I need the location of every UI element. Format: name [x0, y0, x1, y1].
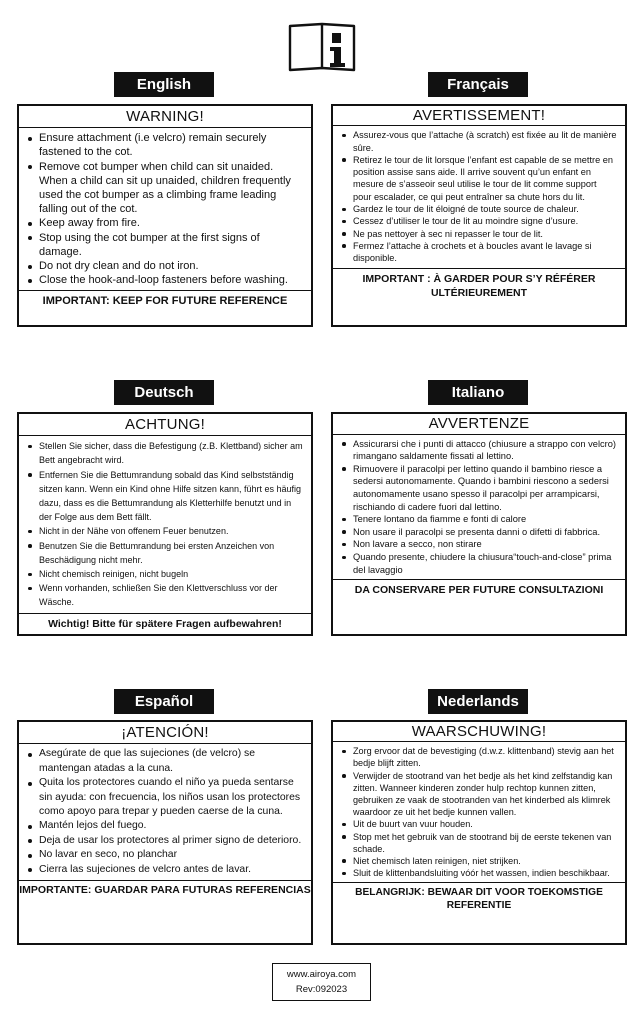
list-item: Deja de usar los protectores al primer signo de deterioro.: [27, 834, 303, 848]
list-item: Sluit de klittenbandsluiting vóór het wassen, indien beschikbaar.: [341, 867, 617, 879]
warning-list: [341, 129, 617, 264]
list-item: Uit de buurt van vuur houden.: [341, 818, 617, 830]
list-item: Mantén lejos del fuego.: [27, 819, 303, 833]
list-item: Entfernen Sie die Bettumrandung sobald das Kind selbstständig sitzen kann. Wenn ein Kind ohne Hilfe sitzen kann, führt es häufig dazu, dass es die Bettumrandung als Kletterhilfe benutzt und in der Folge aus dem Bett fällt.: [27, 468, 303, 525]
list-item: Zorg ervoor dat de bevestiging (d.w.z. klittenband) stevig aan het bedje blijft zitten.: [341, 745, 617, 769]
website-url: www.airoya.com: [286, 969, 357, 980]
warning-panel-nederlands: [331, 720, 627, 945]
panel-title: WAARSCHUWING!: [333, 726, 625, 742]
warning-list: [341, 745, 617, 879]
list-item: Retirez le tour de lit lorsque l’enfant est capable de se mettre en position assise sans aide. Il arrive souvent qu’un enfant en mesure de s’asseoir seul utilise le tour de lit comme support pour escalader, ce qui peut entraîner sa chute hors du lit.: [341, 154, 617, 203]
list-item: Cierra las sujeciones de velcro antes de lavar.: [27, 863, 303, 877]
revision-code: Rev:092023: [295, 984, 348, 995]
panel-title: ACHTUNG!: [19, 418, 311, 436]
list-item: Rimuovere il paracolpi per lettino quando il bambino riesce a sedersi autonomamente. Quando i bambini riescono a sedersi autonomamente usano spesso il paracolpi per arrampicarsi, rischiando di cadere fuori dal lettino.: [341, 463, 617, 513]
language-tab-english: English: [114, 72, 214, 97]
read-instructions-icon: [286, 16, 358, 74]
panel-footer-important: IMPORTANT : À GARDER POUR S’Y RÉFÉRER ULTÉRIEUREMENT: [333, 268, 625, 300]
panel-footer-important: DA CONSERVARE PER FUTURE CONSULTAZIONI: [333, 579, 625, 597]
list-item: Assicurarsi che i punti di attacco (chiusure a strappo con velcro) rimangano saldamente fissati al lettino.: [341, 438, 617, 463]
warning-panel-deutsch: [17, 412, 313, 636]
language-tab-nederlands: Nederlands: [428, 689, 528, 714]
list-item: Asegúrate de que las sujeciones (de velcro) se mantengan atadas a la cuna.: [27, 747, 303, 776]
panel-footer-important: BELANGRIJK: BEWAAR DIT VOOR TOEKOMSTIGE REFERENTIE: [333, 882, 625, 912]
list-item: Cessez d’utiliser le tour de lit au moindre signe d’usure.: [341, 215, 617, 227]
list-item: Quita los protectores cuando el niño ya pueda sentarse sin ayuda: con frecuencia, los niños usan los protectores como apoyo para trepar y pueden caerse de la cuna.: [27, 776, 303, 819]
language-tab-francais: Français: [428, 72, 528, 97]
warning-list: [341, 438, 617, 577]
list-item: Non lavare a secco, non stirare: [341, 538, 617, 551]
language-tab-deutsch: Deutsch: [114, 380, 214, 405]
panel-footer-important: Wichtig! Bitte für spätere Fragen aufbewahren!: [19, 613, 311, 631]
list-item: Ne pas nettoyer à sec ni repasser le tour de lit.: [341, 228, 617, 240]
list-item: Stellen Sie sicher, dass die Befestigung (z.B. Klettband) sicher am Bett angebracht wird.: [27, 439, 303, 467]
list-item: Remove cot bumper when child can sit unaided. When a child can sit up unaided, children frequently used the cot bumper as a climbing frame leading falling out of the cot.: [27, 160, 303, 217]
panel-footer-important: IMPORTANTE: GUARDAR PARA FUTURAS REFERENCIAS: [19, 880, 311, 897]
list-item: Verwijder de stootrand van het bedje als het kind zelfstandig kan zitten. Wanneer kinderen zonder hulp rechtop kunnen zitten, gebruiken ze vaak de stootranden van het kinderbed als klimrek waardoor ze uit het bedje kunnen vallen.: [341, 770, 617, 819]
list-item: Stop met het gebruik van de stootrand bij de eerste tekenen van schade.: [341, 831, 617, 855]
list-item: Fermez l’attache à crochets et à boucles avant le lavage si disponible.: [341, 240, 617, 265]
list-item: Tenere lontano da fiamme e fonti di calore: [341, 513, 617, 526]
list-item: Stop using the cot bumper at the first signs of damage.: [27, 231, 303, 259]
warning-panel-english: [17, 104, 313, 327]
list-item: Nicht in der Nähe von offenem Feuer benutzen.: [27, 524, 303, 538]
list-item: Assurez-vous que l’attache (à scratch) est fixée au lit de manière sûre.: [341, 129, 617, 154]
list-item: No lavar en seco, no planchar: [27, 848, 303, 862]
list-item: Ensure attachment (i.e velcro) remain securely fastened to the cot.: [27, 131, 303, 159]
warning-list: [27, 439, 303, 609]
list-item: Non usare il paracolpi se presenta danni o difetti di fabbrica.: [341, 526, 617, 539]
list-item: Gardez le tour de lit éloigné de toute source de chaleur.: [341, 203, 617, 215]
list-item: Benutzen Sie die Bettumrandung bei ersten Anzeichen von Beschädigung nicht mehr.: [27, 539, 303, 567]
list-item: Wenn vorhanden, schließen Sie den Klettverschluss vor der Wäsche.: [27, 581, 303, 609]
panel-title: AVVERTENZE: [333, 418, 625, 435]
panel-title: ¡ATENCIÓN!: [19, 726, 311, 744]
list-item: Niet chemisch laten reinigen, niet strijken.: [341, 855, 617, 867]
panel-title: WARNING!: [19, 110, 311, 128]
panel-title: AVERTISSEMENT!: [333, 110, 625, 126]
list-item: Quando presente, chiudere la chiusura“touch-and-close” prima del lavaggio: [341, 551, 617, 576]
list-item: Keep away from fire.: [27, 216, 303, 230]
list-item: Do not dry clean and do not iron.: [27, 259, 303, 273]
list-item: Nicht chemisch reinigen, nicht bugeln: [27, 567, 303, 581]
warning-panel-francais: [331, 104, 627, 327]
warning-panel-espanol: [17, 720, 313, 945]
list-item: Close the hook-and-loop fasteners before washing.: [27, 273, 303, 287]
website-revision-box: [272, 963, 371, 1001]
warning-panel-italiano: [331, 412, 627, 636]
language-tab-italiano: Italiano: [428, 380, 528, 405]
language-tab-espanol: Español: [114, 689, 214, 714]
warning-list: [27, 131, 303, 287]
warning-list: [27, 747, 303, 877]
panel-footer-important: IMPORTANT: KEEP FOR FUTURE REFERENCE: [19, 290, 311, 308]
